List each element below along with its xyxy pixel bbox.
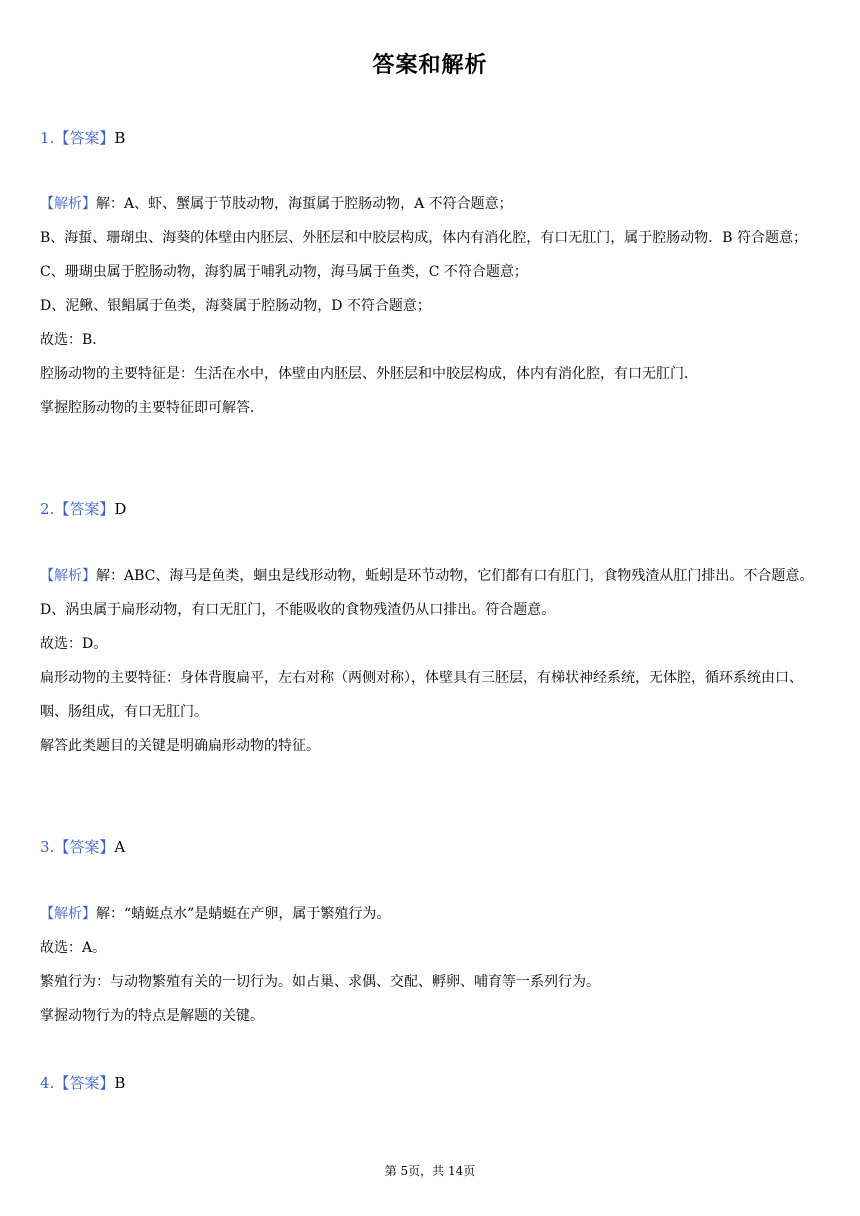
question-number: 3.	[40, 838, 55, 856]
analysis-line: 扁形动物的主要特征：身体背腹扁平，左右对称（两侧对称），体壁具有三胚层，有梯状神经系统，无体腔，循环系统由口、咽、肠组成，有口无肛门。	[40, 670, 803, 720]
analysis-line: 腔肠动物的主要特征是：生活在水中，体壁由内胚层、外胚层和中胶层构成，体内有消化腔，有口无肛门．	[40, 366, 698, 382]
analysis-tag: 【解析】	[40, 906, 96, 922]
answer-line-3	[40, 837, 125, 857]
analysis-line: 掌握腔肠动物的主要特征即可解答．	[40, 400, 264, 416]
answer-tag: 【答案】	[54, 1074, 115, 1092]
analysis-line	[40, 187, 820, 221]
analysis-block-3	[40, 897, 820, 1033]
analysis-line: C、珊瑚虫属于腔肠动物，海豹属于哺乳动物，海马属于鱼类，C 不符合题意；	[40, 264, 528, 280]
analysis-line	[40, 897, 820, 931]
question-number: 1.	[40, 129, 55, 147]
question-number: 2.	[40, 500, 55, 518]
analysis-text: 解：ABC、海马是鱼类，蛔虫是线形动物，蚯蚓是环节动物，它们都有口有肛门，食物残渣从肛门排出。不合题意。	[96, 568, 814, 584]
answer-tag: 【答案】	[54, 500, 115, 518]
analysis-line: 故选：D。	[40, 636, 108, 652]
answer-value: B	[114, 129, 126, 147]
analysis-line: 故选：B．	[40, 332, 107, 348]
answer-tag: 【答案】	[54, 129, 115, 147]
analysis-line: B、海蜇、珊瑚虫、海葵的体壁由内胚层、外胚层和中胶层构成，体内有消化腔，有口无肛门，属于腔肠动物．B 符合题意；	[40, 230, 808, 246]
answer-line-1	[40, 128, 125, 148]
answer-tag: 【答案】	[54, 838, 115, 856]
answer-value: A	[114, 838, 126, 856]
page-footer: 第 5页，共 14页	[384, 1164, 476, 1178]
analysis-text: 解：“蜻蜓点水”是蜻蜓在产卵，属于繁殖行为。	[96, 906, 391, 922]
analysis-tag: 【解析】	[40, 196, 96, 212]
analysis-block-2	[40, 559, 820, 763]
analysis-line: D、涡虫属于扁形动物，有口无肛门，不能吸收的食物残渣仍从口排出。符合题意。	[40, 602, 556, 618]
analysis-tag: 【解析】	[40, 568, 96, 584]
answer-value: D	[114, 500, 127, 518]
answer-value: B	[114, 1074, 126, 1092]
analysis-line: 掌握动物行为的特点是解题的关键。	[40, 1008, 264, 1024]
answer-line-4	[40, 1073, 125, 1093]
page-title: 答案和解析	[372, 53, 488, 78]
analysis-block-1	[40, 187, 820, 425]
analysis-line: 繁殖行为：与动物繁殖有关的一切行为。如占巢、求偶、交配、孵卵、哺育等一系列行为。	[40, 974, 600, 990]
analysis-text: 解：A、虾、蟹属于节肢动物，海蜇属于腔肠动物，A 不符合题意；	[96, 196, 513, 212]
answer-line-2	[40, 499, 126, 519]
analysis-line: 解答此类题目的关键是明确扁形动物的特征。	[40, 738, 320, 754]
analysis-line: D、泥鳅、银鲳属于鱼类，海葵属于腔肠动物，D 不符合题意；	[40, 298, 431, 314]
analysis-line	[40, 559, 820, 593]
question-number: 4.	[40, 1074, 55, 1092]
analysis-line: 故选：A。	[40, 940, 107, 956]
